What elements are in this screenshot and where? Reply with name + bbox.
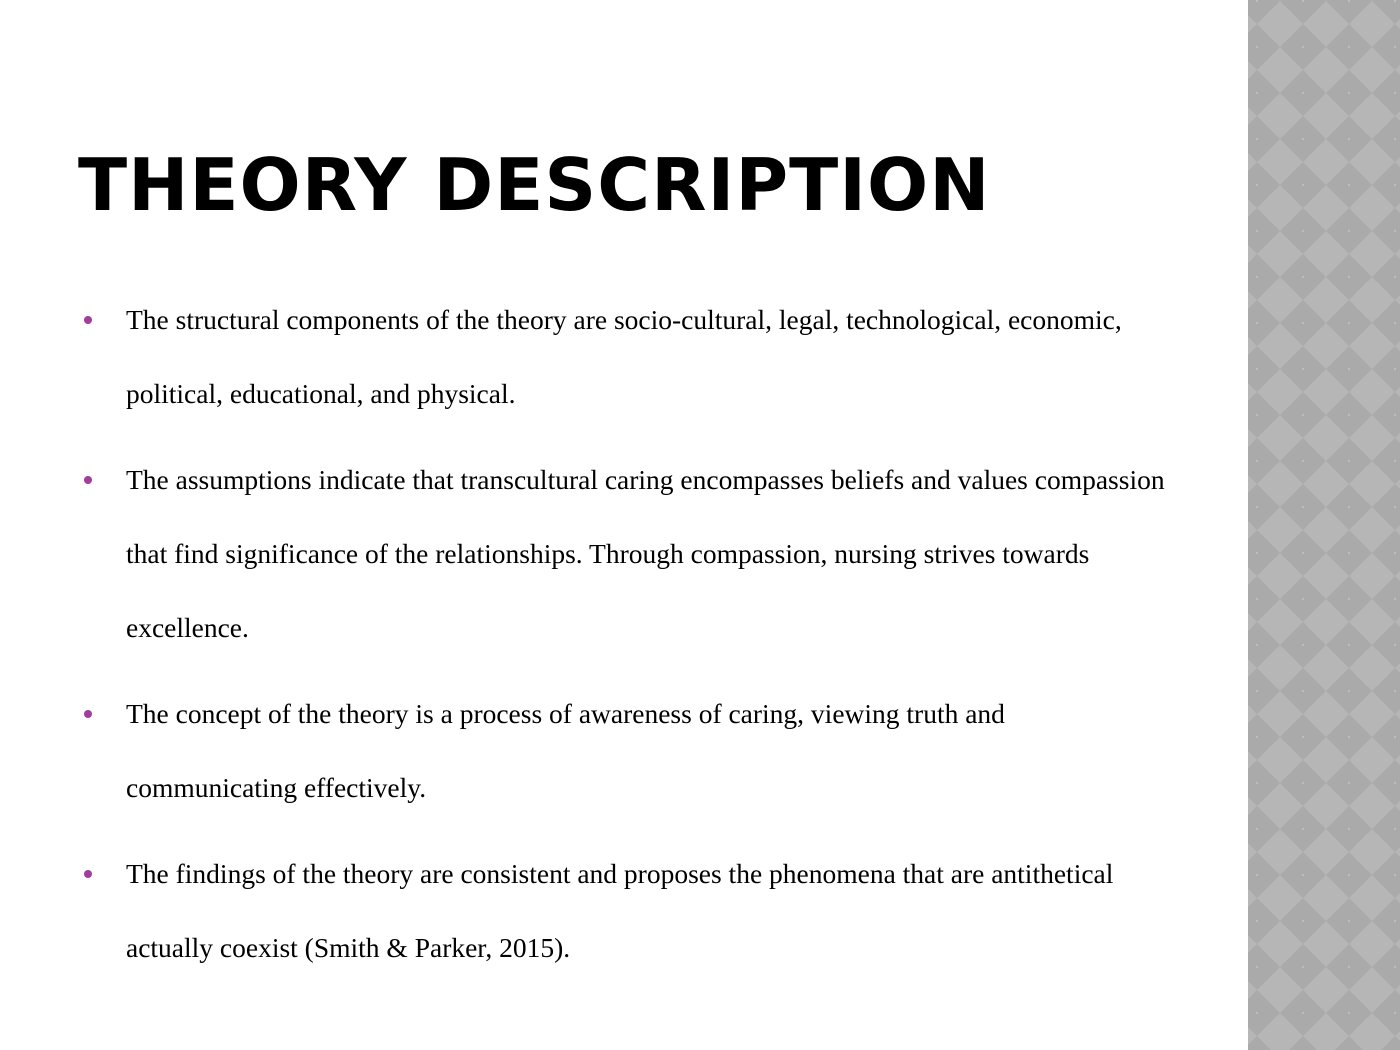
- bullet-text: The assumptions indicate that transcultural caring encompasses beliefs and values compassion that find significance of the relationships. Through compassion, nursing strives towards excellence.: [126, 464, 1165, 643]
- bullet-item: [78, 283, 1178, 431]
- bullet-list: [78, 283, 1178, 997]
- diamond-pattern-icon: [1248, 0, 1400, 1050]
- bullet-item: [78, 677, 1178, 825]
- bullet-text: The findings of the theory are consistent and proposes the phenomena that are antithetical actually coexist (Smith & Parker, 2015).: [126, 858, 1114, 963]
- bullet-item: [78, 837, 1178, 985]
- slide-title: THEORY DESCRIPTION: [78, 143, 991, 227]
- bullet-dot-icon: [84, 316, 92, 324]
- bullet-dot-icon: [84, 476, 92, 484]
- bullet-text: The concept of the theory is a process of awareness of caring, viewing truth and communicating effectively.: [126, 698, 1005, 803]
- decorative-diamond-panel: [1248, 0, 1400, 1050]
- bullet-dot-icon: [84, 710, 92, 718]
- bullet-item: [78, 443, 1178, 665]
- bullet-dot-icon: [84, 870, 92, 878]
- bullet-text: The structural components of the theory are socio-cultural, legal, technological, economic, political, educational, and physical.: [126, 304, 1122, 409]
